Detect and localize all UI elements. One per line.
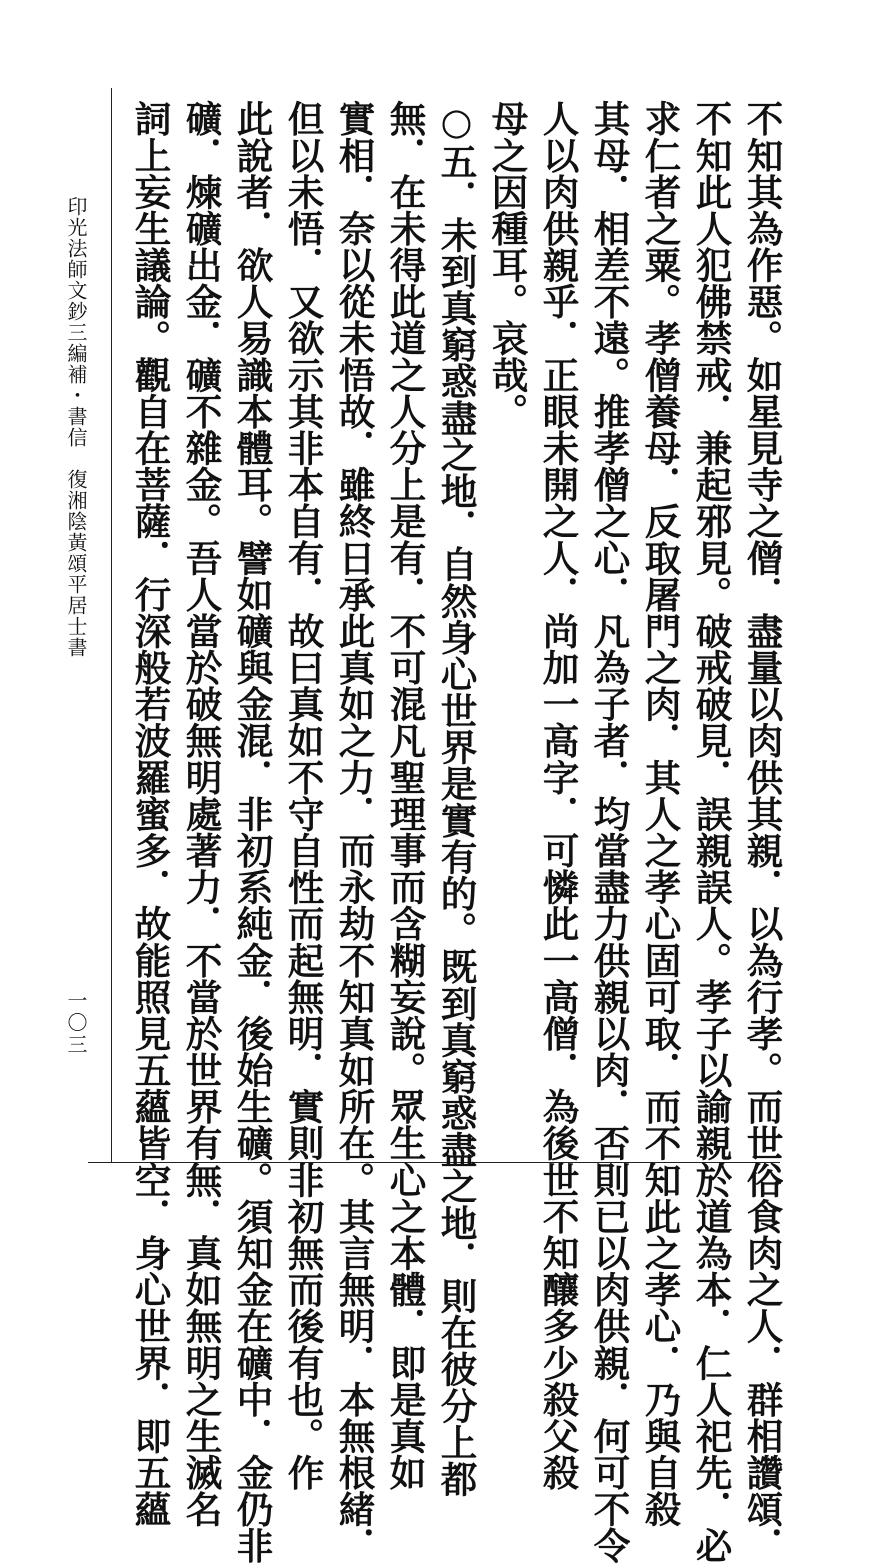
text-column: 礦．煉礦出金．礦不雜金。吾人當於破無明處著力．不當於世界有無．真如無明之生滅名 — [180, 100, 223, 1528]
text-column: 母之因種耳。哀哉。 — [486, 100, 529, 430]
text-column: 求仁者之粟。孝僧養母．反取屠門之肉．其人之孝心固可取．而不知此之孝心．乃與自殺 — [639, 100, 682, 1528]
text-column: 人以肉供親乎．正眼未開之人．尚加一高字．可憐此一高僧．為後世不知釀多少殺父殺 — [537, 100, 580, 1491]
text-column: 實相．奈以從未悟故．雖終日承此真如之力．而永劫不知真如所在。其言無明．本無根緒． — [333, 100, 376, 1564]
text-column: 無．在未得此道之人分上是有．不可混凡聖理事而含糊妄說。眾生心之本體．即是真如 — [384, 100, 427, 1491]
text-column: 但以未悟．又欲示其非本自有．故曰真如不守自性而起無明．實則非初無而後有也。作 — [282, 100, 325, 1491]
running-title: 印光法師文鈔三編補・書信 復湘陰黃頌平居士書 — [64, 196, 88, 658]
text-column: 不知此人犯佛禁戒．兼起邪見。破戒破見．誤親誤人。孝子以諭親於道為本．仁人祀先．必 — [690, 100, 733, 1564]
text-column: 此說者．欲人易識本體耳。譬如礦與金混．非初系純金．後始生礦。須知金在礦中．金仍非 — [231, 100, 274, 1564]
text-column: 詞上妄生議論。觀自在菩薩．行深般若波羅蜜多．故能照見五蘊皆空．身心世界．即五蘊 — [129, 100, 172, 1528]
margin-rule-left — [111, 88, 112, 1162]
text-column: 不知其為作惡。如星見寺之僧．盡量以肉供其親．以為行孝。而世俗食肉之人．群相讚頌． — [741, 100, 784, 1564]
page-number: 一〇三 — [64, 990, 88, 1056]
text-column: 其母．相差不遠。推孝僧之心．凡為子者．均當盡力供親以肉．否則已以肉供親．何可不令 — [588, 100, 631, 1564]
text-column: ○五．未到真窮惑盡之地．自然身心世界是實有的。既到真窮惑盡之地．則在彼分上都 — [435, 100, 478, 1497]
